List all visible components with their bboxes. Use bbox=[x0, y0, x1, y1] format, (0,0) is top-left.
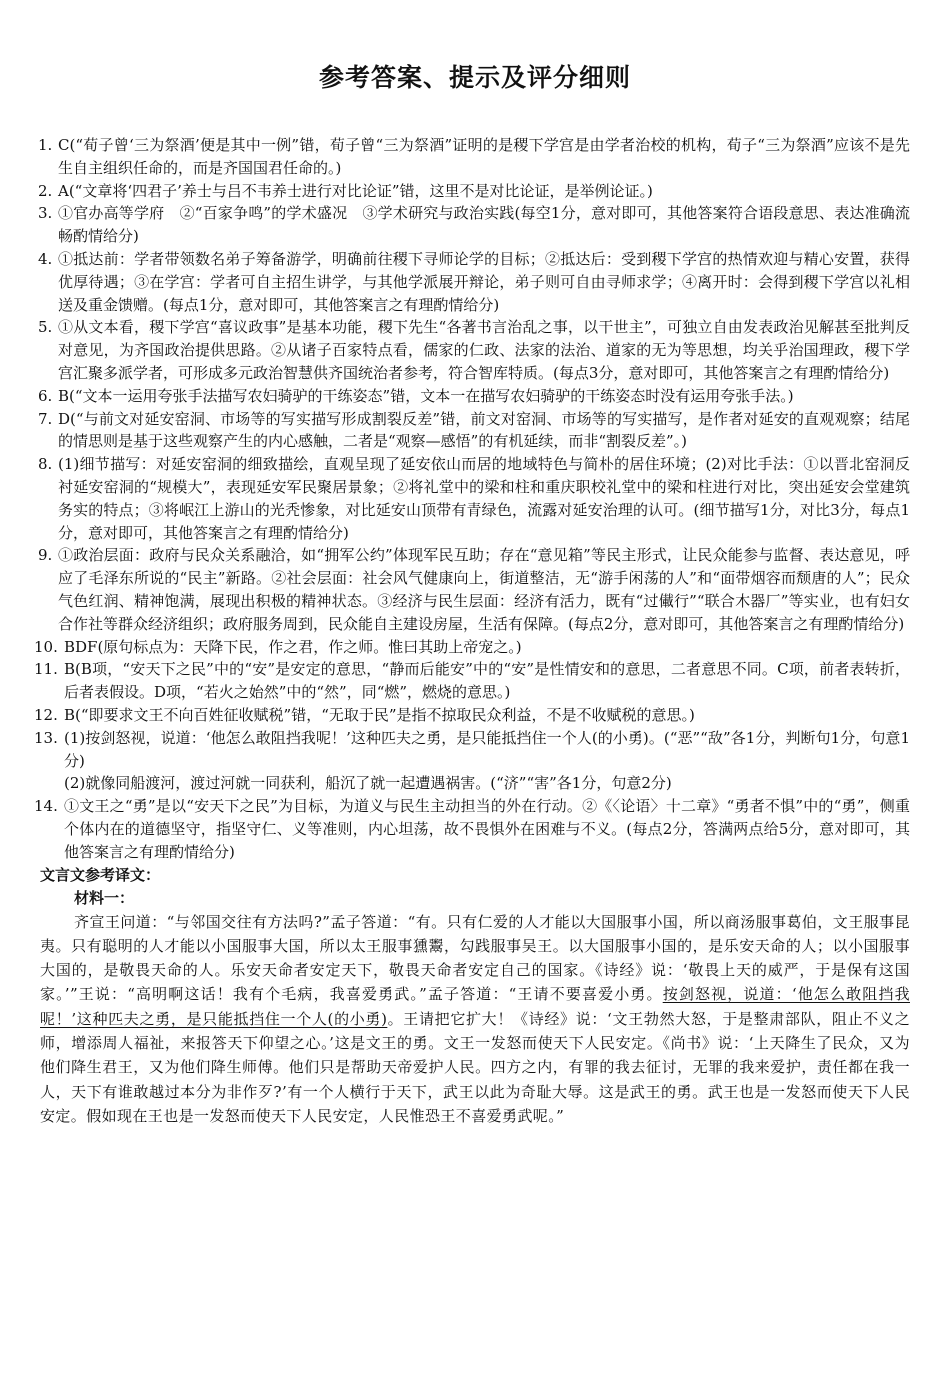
answer-number: 10. bbox=[34, 637, 58, 656]
answer-number: 8. bbox=[38, 455, 53, 474]
translation-part-2: 。王请把它扩大！《诗经》说：‘文王勃然大怒，于是整肃部队，阻止不义之师，增添周人福祉，来报答天下仰望之心。’这是文王的勇。文王一发怒而使天下人民安定。《尚书》说：‘上天降生了民众，又为他们降生君王，又为他们降生师傅。他们只是帮助天帝爱护人民。四方之内，有罪的我去征讨，无罪的我来爱护，责任都在我一人，天下有谁敢越过本分为非作歹?’有一个人横行于天下，武王以此为奇耻大辱。这是武王的勇。武王也是一发怒而使天下人民安定。假如现在王也是一发怒而使天下人民安定，人民惟恐王不喜爱勇武呢。” bbox=[40, 1009, 911, 1125]
answer-text: D(“与前文对延安窑洞、市场等的写实描写形成割裂反差”错，前文对窑洞、市场等的写实描写，是作者对延安的直观观察；结尾的情思则是基于这些观察产生的内心感触，二者是“观察—感悟”的有机延续，而非“割裂反差”。) bbox=[58, 409, 910, 451]
answer-number: 13. bbox=[34, 728, 58, 747]
answer-text: B(B项，“安天下之民”中的“安”是安定的意思，“静而后能安”中的“安”是性情安和的意思，二者意思不同。C项，前者表转折，后者表假设。D项，“若火之始然”中的“然”，同“燃”，燃烧的意思。) bbox=[64, 660, 910, 702]
answer-number: 14. bbox=[34, 797, 58, 816]
translation-part-1: 齐宣王问道：“与邻国交往有方法吗?”孟子答道：“有。只有仁爱的人才能以大国服事小国，所以商汤服事葛伯，文王服事昆夷。只有聪明的人才能以小国服事大国，所以太王服事獯鬻，勾践服事吴王。以大国服事小国的，是乐安天命的人；以小国服事大国的，是敬畏天命的人。乐安天命者安定天下，敬畏天命者安定自己的国家。《诗经》说：‘敬畏上天的威严，于是保有这国家。’”王说：“高明啊这话！我有个毛病，我喜爱勇武。”孟子答道：“王请不要喜爱小勇。 bbox=[40, 912, 910, 1004]
answer-list bbox=[34, 134, 911, 1128]
answer-text: B(“即要求文王不向百姓征收赋税”错，“无取于民”是指不掠取民众利益，不是不收赋税的意思。) bbox=[64, 705, 695, 724]
answer-number: 5. bbox=[38, 318, 53, 337]
answer-number: 3. bbox=[38, 204, 53, 223]
answer-number: 2. bbox=[38, 181, 53, 200]
answer-item-11 bbox=[34, 658, 910, 704]
answer-item-3 bbox=[40, 202, 910, 248]
answer-text: ①从文本看，稷下学宫“喜议政事”是基本功能，稷下先生“各著书言治乱之事，以干世主”，可独立自由发表政治见解甚至批判反对意见，为齐国政治提供思路。②从诸子百家特点看，儒家的仁政、法家的法治、道家的无为等思想，均关乎治国理政，稷下学宫汇聚多派学者，可形成多元政治智慧供齐国统治者参考，符合智库特质。(每点3分，意对即可，其他答案言之有理酌情给分) bbox=[58, 318, 910, 382]
answer-item-1 bbox=[40, 134, 910, 180]
answer-item-9 bbox=[40, 544, 910, 635]
answer-text: ①政治层面：政府与民众关系融洽，如“拥军公约”体现军民互助；存在“意见箱”等民主形式，让民众能参与监督、表达意见，呼应了毛泽东所说的“民主”新路。②社会层面：社会风气健康向上，街道整洁，无“游手闲荡的人”和“面带烟容而颓唐的人”；民众气色红润、精神饱满，展现出积极的精神状态。③经济与民生层面：经济有活力，既有“过儎行”“联合木器厂”等实业，也有妇女合作社等群众经济组织；政府服务周到，民众能自主建设房屋，生活有保障。(每点2分，意对即可，其他答案言之有理酌情给分) bbox=[58, 546, 910, 633]
page-title: 参考答案、提示及评分细则 bbox=[318, 63, 631, 92]
answer-number: 6. bbox=[38, 386, 53, 405]
answer-text: BDF(原句标点为：天降下民，作之君，作之师。惟曰其助上帝宠之。) bbox=[64, 637, 522, 656]
answer-text: (1)细节描写：对延安窑洞的细致描绘，直观呈现了延安依山而居的地域特色与简朴的居住环境；(2)对比手法：①以晋北窑洞反衬延安窑洞的“规模大”，表现延安军民聚居景象；②将礼堂中的梁和柱和重庆职校礼堂中的梁和柱进行对比，突出延安会堂建筑务实的特点；③将岷江上游山的光秃惨象，对比延安山顶带有青绿色，流露对延安治理的认可。(细节描写1分，对比3分，每点1分，意对即可，其他答案言之有理酌情给分) bbox=[58, 455, 910, 542]
answer-number: 4. bbox=[38, 249, 53, 268]
answer-item-2 bbox=[40, 180, 910, 203]
answer-text: ①官办高等学府 ②“百家争鸣”的学术盛况 ③学术研究与政治实践(每空1分，意对即可，其他答案符合语段意思、表达准确流畅酌情给分) bbox=[58, 204, 910, 246]
translation-underlined-sentence: 按剑怒视，说道：‘他怎么敢阻挡我呢！’这种匹夫之勇，是只能抵挡住一个人(的小勇) bbox=[40, 985, 910, 1028]
answer-item-4 bbox=[40, 248, 910, 316]
answer-item-8 bbox=[40, 453, 910, 544]
answer-item-7 bbox=[40, 408, 910, 454]
answer-text: B(“文本一运用夸张手法描写农妇骑驴的干练姿态”错，文本一在描写农妇骑驴的干练姿态时没有运用夸张手法。) bbox=[58, 386, 794, 405]
answer-item-12 bbox=[34, 704, 910, 727]
answer-text: ①文王之“勇”是以“安天下之民”为目标，为道义与民生主动担当的外在行动。②《〈论语〉十二章》“勇者不惧”中的“勇”，侧重个体内在的道德坚守，指坚守仁、义等准则，内心坦荡，故不畏惧外在困难与不义。(每点2分，答满两点给5分，意对即可，其他答案言之有理酌情给分) bbox=[64, 797, 910, 861]
answer-item-13-part-2: (2)就像同船渡河，渡过河就一同获利，船沉了就一起遭遇祸害。(“济”“害”各1分，句意2分) bbox=[64, 774, 672, 793]
answer-item-6 bbox=[40, 385, 910, 408]
answer-item-5 bbox=[40, 316, 910, 384]
translation-heading: 文言文参考译文： bbox=[40, 865, 161, 884]
translation-text bbox=[40, 910, 910, 1129]
answer-number: 7. bbox=[38, 409, 53, 428]
answer-item-10 bbox=[34, 636, 910, 659]
answer-text: C(“荀子曾‘三为祭酒’便是其中一例”错，荀子曾“三为祭酒”证明的是稷下学宫是由学者治校的机构，荀子“三为祭酒”应该不是先生自主组织任命的，而是齐国国君任命的。) bbox=[58, 136, 910, 177]
answer-number: 12. bbox=[34, 705, 58, 724]
answer-item-13 bbox=[34, 727, 910, 773]
answer-item-14 bbox=[34, 795, 910, 863]
answer-number: 1. bbox=[38, 136, 53, 154]
answer-text: ①抵达前：学者带领数名弟子筹备游学，明确前往稷下寻师论学的目标；②抵达后：受到稷下学宫的热情欢迎与精心安置，获得优厚待遇；③在学宫：学者可自主招生讲学，与其他学派展开辩论，弟子则可自由寻师求学；④离开时：会得到稷下学宫以礼相送及重金馈赠。(每点1分，意对即可，其他答案言之有理酌情给分) bbox=[58, 249, 910, 314]
translation-subheading: 材料一： bbox=[74, 888, 135, 907]
answer-number: 11. bbox=[34, 660, 58, 679]
answer-number: 9. bbox=[38, 546, 53, 565]
answer-text: A(“文章将‘四君子’养士与吕不韦养士进行对比论证”错，这里不是对比论证，是举例论证。) bbox=[58, 181, 653, 200]
answer-text: (1)按剑怒视，说道：‘他怎么敢阻挡我呢！’这种匹夫之勇，是只能抵挡住一个人(的小勇)。(“恶”“敌”各1分，判断句1分，句意1分) bbox=[64, 728, 910, 770]
